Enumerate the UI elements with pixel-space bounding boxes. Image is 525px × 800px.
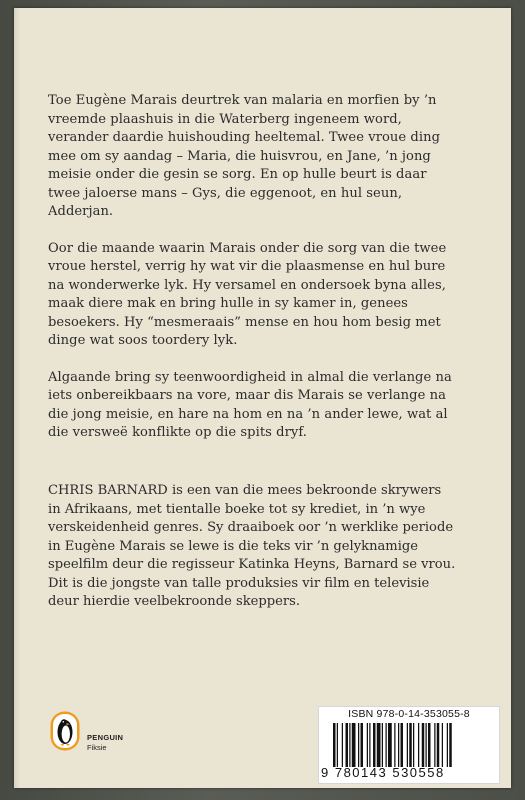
barcode-bar bbox=[388, 723, 392, 767]
barcode-bar bbox=[373, 723, 376, 767]
imprint-name: Fiksie bbox=[87, 743, 107, 752]
synopsis-paragraph-3: Algaande bring sy teenwoordigheid in almal die verlange na iets onbereikbaars na vore, maar dis Marais se verlange na die jong meisie, en hare na hom en na ’n ander lewe, wat al die versweë konflikte op die spits dryf. bbox=[48, 369, 452, 440]
barcode-bar bbox=[442, 723, 443, 767]
barcode-bar bbox=[394, 723, 395, 767]
barcode-bar bbox=[333, 723, 336, 767]
barcode-bar bbox=[447, 723, 448, 767]
barcode-bar bbox=[413, 723, 414, 767]
barcode-bar bbox=[346, 723, 349, 767]
barcode-bar bbox=[449, 723, 452, 767]
barcode-bar bbox=[369, 723, 370, 767]
spine-crease bbox=[14, 8, 20, 788]
barcode-icon bbox=[333, 723, 493, 767]
barcode-bar bbox=[407, 723, 408, 767]
synopsis-paragraph-2: Oor die maande waarin Marais onder die sorg van die twee vroue herstel, verrig hy wat vir die plaasmense en hul bure na wonderwerke lyk. Hy versamel en ondersoek byna alles, maak diere mak en bring hulle in sy kamer in, genees besoekers. Hy “mesmeraais” mense en hou hom besig met dinge wat soos toordery lyk. bbox=[48, 240, 447, 348]
synopsis-paragraph-1: Toe Eugène Marais deurtrek van malaria en morfien by ’n vreemde plaashuis in die Waterberg ingeneem word, verander daardie huishouding heeltemal. Twee vroue ding mee om sy aandag – Maria, die huisvrou, en Jane, ’n jong meisie onder die gesin se sorg. En op hulle beurt is daar twee jaloerse mans – Gys, die eggenoot, en hul seun, Adderjan. bbox=[48, 93, 441, 219]
barcode-bar bbox=[361, 723, 364, 767]
barcode-label bbox=[318, 706, 500, 784]
barcode-bar bbox=[382, 723, 383, 767]
barcode-bar bbox=[358, 723, 359, 767]
barcode-bar bbox=[437, 723, 440, 767]
penguin-logo-icon-graphic bbox=[50, 711, 80, 751]
publisher-imprint bbox=[87, 733, 123, 753]
barcode-bar bbox=[352, 723, 356, 767]
synopsis-text bbox=[48, 92, 468, 443]
barcode-bar bbox=[434, 723, 435, 767]
penguin-logo-icon bbox=[47, 711, 83, 767]
barcode-bar bbox=[349, 723, 350, 767]
barcode-bar bbox=[401, 723, 404, 767]
barcode-bar bbox=[377, 723, 381, 767]
author-bio: CHRIS BARNARD is een van die mees bekroonde skrywers in Afrikaans, met tientalle boeke tot sy krediet, in ’n wye verskeidenheid genres. Sy draaiboek oor ’n werklike periode in Eugène Marais se lewe is die teks vir ’n gelyknamige speelfilm deur die regisseur Katinka Heyns, Barnard se vrou. Dit is die jongste van talle produksies vir film en televisie deur hierdie veelbekroonde skeppers. bbox=[48, 483, 456, 609]
barcode-bar bbox=[426, 723, 427, 767]
barcode-bar bbox=[428, 723, 431, 767]
publisher-name: PENGUIN bbox=[87, 733, 124, 742]
barcode-bar bbox=[422, 723, 425, 767]
ean-number: 9 780143 530558 bbox=[321, 765, 445, 780]
barcode-bar bbox=[409, 723, 412, 767]
barcode-bar bbox=[398, 723, 399, 767]
isbn-text: ISBN 978-0-14-353055-8 bbox=[348, 708, 470, 720]
barcode-bar bbox=[418, 723, 419, 767]
barcode-bar bbox=[367, 723, 368, 767]
barcode-bar bbox=[342, 723, 343, 767]
barcode-bar bbox=[386, 723, 387, 767]
barcode-bar bbox=[337, 723, 338, 767]
